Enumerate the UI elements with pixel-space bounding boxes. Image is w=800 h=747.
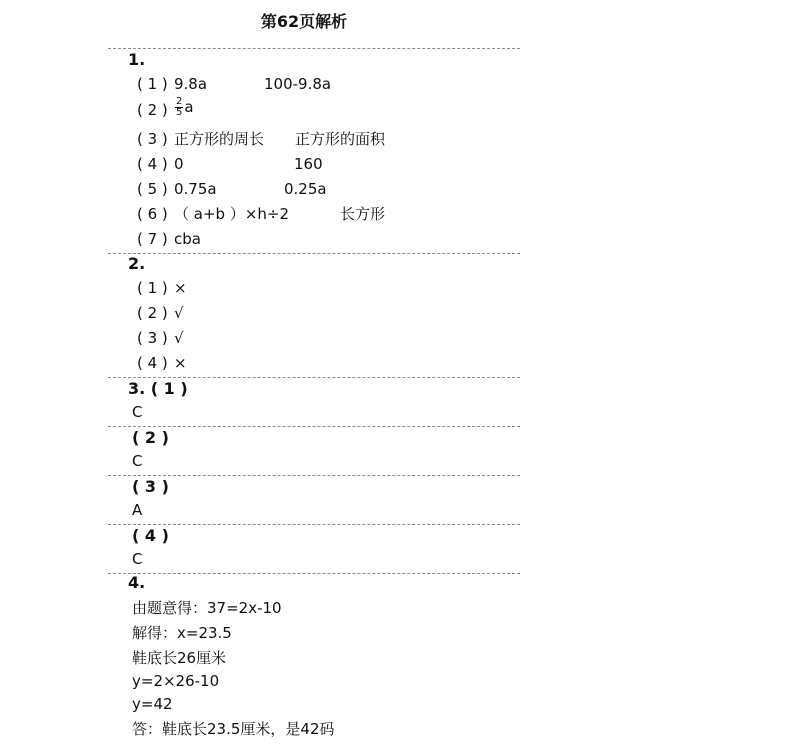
q1-item-4-answer-a: 0 bbox=[174, 155, 184, 173]
q3-answer-1: C bbox=[132, 403, 143, 421]
q2-item-1-answer: × bbox=[174, 279, 187, 297]
q3-answer-3: A bbox=[132, 501, 143, 519]
q3-sub-2-heading: ( 2 ) bbox=[132, 428, 169, 447]
q1-item-1-answer-a: 9.8a bbox=[174, 75, 208, 93]
q1-item-6-num: ( 6 ) bbox=[137, 205, 168, 223]
q4-line-6: 答：鞋底长23.5厘米，是42码 bbox=[132, 720, 335, 738]
q4-line-5: y=42 bbox=[132, 695, 173, 713]
q2-item-3-answer: √ bbox=[174, 329, 184, 347]
q4-line-3: 鞋底长26厘米 bbox=[132, 649, 227, 667]
q2-item-4-answer: × bbox=[174, 354, 187, 372]
q3-answer-4: C bbox=[132, 550, 143, 568]
q4-line-4: y=2×26-10 bbox=[132, 672, 220, 690]
fraction-numerator: 2 bbox=[176, 96, 183, 107]
q1-item-6-answer-b: 长方形 bbox=[340, 205, 386, 223]
q1-item-5-answer-b: 0.25a bbox=[284, 180, 327, 198]
section-divider bbox=[108, 377, 520, 378]
section-divider bbox=[108, 475, 520, 476]
q2-item-1-num: ( 1 ) bbox=[137, 279, 168, 297]
section-divider bbox=[108, 524, 520, 525]
q1-item-2-num: ( 2 ) bbox=[137, 101, 168, 119]
q3-answer-2: C bbox=[132, 452, 143, 470]
q1-item-3-answer-b: 正方形的面积 bbox=[295, 130, 386, 148]
q1-item-4-answer-b: 160 bbox=[294, 155, 323, 173]
q2-item-2-answer: √ bbox=[174, 304, 184, 322]
q1-item-5-answer-a: 0.75a bbox=[174, 180, 217, 198]
q1-item-6-answer-a: （ a+b ）×h÷2 bbox=[174, 205, 290, 223]
q2-heading: 2. bbox=[128, 254, 146, 273]
q1-item-1-answer-b: 100-9.8a bbox=[264, 75, 332, 93]
q4-line-1: 由题意得：37=2x-10 bbox=[132, 599, 282, 617]
q1-item-3-num: ( 3 ) bbox=[137, 130, 168, 148]
q1-item-3-answer-a: 正方形的周长 bbox=[174, 130, 265, 148]
section-divider bbox=[108, 426, 520, 427]
fraction-denominator: 5 bbox=[176, 107, 183, 118]
q1-item-2-answer bbox=[174, 97, 194, 118]
page-title: 第62页解析 bbox=[260, 12, 348, 31]
q1-heading: 1. bbox=[128, 50, 146, 69]
q1-item-7-num: ( 7 ) bbox=[137, 230, 168, 248]
q3-heading: 3. ( 1 ) bbox=[128, 379, 188, 398]
q2-item-2-num: ( 2 ) bbox=[137, 304, 168, 322]
q2-item-4-num: ( 4 ) bbox=[137, 354, 168, 372]
q4-line-2: 解得：x=23.5 bbox=[132, 624, 232, 642]
q1-item-5-num: ( 5 ) bbox=[137, 180, 168, 198]
q1-item-1-num: ( 1 ) bbox=[137, 75, 168, 93]
q3-sub-3-heading: ( 3 ) bbox=[132, 477, 169, 496]
q1-item-4-num: ( 4 ) bbox=[137, 155, 168, 173]
section-divider bbox=[108, 253, 520, 254]
fraction-suffix: a bbox=[184, 98, 194, 116]
section-divider bbox=[108, 48, 520, 49]
section-divider bbox=[108, 573, 520, 574]
q2-item-3-num: ( 3 ) bbox=[137, 329, 168, 347]
q1-item-7-answer-a: cba bbox=[174, 230, 201, 248]
q3-sub-4-heading: ( 4 ) bbox=[132, 526, 169, 545]
q4-heading: 4. bbox=[128, 573, 146, 592]
fraction bbox=[175, 97, 183, 118]
